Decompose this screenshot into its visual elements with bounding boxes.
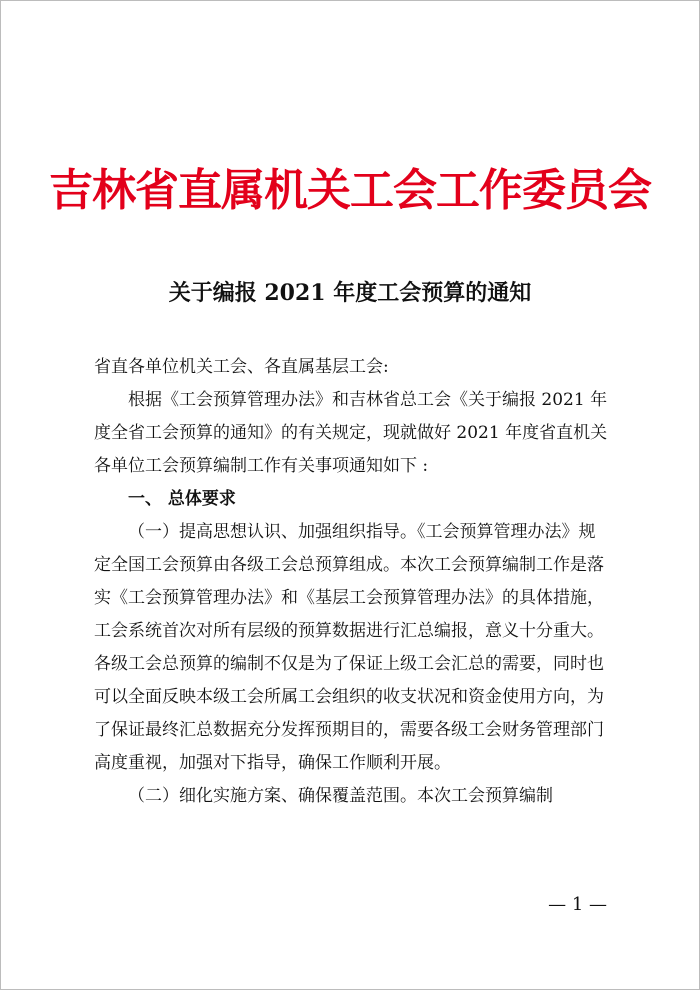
subsection-1-text: 《工会预算管理办法》规定全国工会预算由各级工会总预算组成。本次工会预算编制工作是落实《工会预算管理办法》和《基层工会预算管理办法》的具体措施，工会系统首次对所有层级的预算数据进行汇总编报，意义十分重大。各级工会总预算的编制不仅是为了保证上级工会汇总的需要，同时也可以全面反映本级工会所属工会组织的收支状况和资金使用方向，为了保证最终汇总数据充分发挥预期目的，需要各级工会财务管理部门高度重视，加强对下指导，确保工作顺利开展。 xyxy=(94,522,604,773)
intro-paragraph: 根据《工会预算管理办法》和吉林省总工会《关于编报 2021 年度全省工会预算的通知》的有关规定，现就做好 2021 年度省直机关各单位工会预算编制工作有关事项通知如下 : xyxy=(94,390,608,476)
subsection-2-paragraph xyxy=(94,780,609,813)
page-number: — 1 — xyxy=(548,894,607,915)
organization-header: 吉林省直属机关工会工作委员会 xyxy=(49,165,651,216)
salutation: 省直各单位机关工会、各直属基层工会: xyxy=(94,357,389,377)
document-body xyxy=(94,351,609,813)
section-1-heading: 一、 总体要求 xyxy=(128,489,236,509)
subsection-1-heading: （一）提高思想认识、加强组织指导。 xyxy=(128,522,417,542)
document-title: 关于编报 2021 年度工会预算的通知 xyxy=(168,280,532,306)
subsection-2-heading: （二）细化实施方案、确保覆盖范围。 xyxy=(128,786,417,806)
subsection-1-paragraph xyxy=(94,516,609,780)
subsection-2-text: 本次工会预算编制 xyxy=(417,786,553,806)
